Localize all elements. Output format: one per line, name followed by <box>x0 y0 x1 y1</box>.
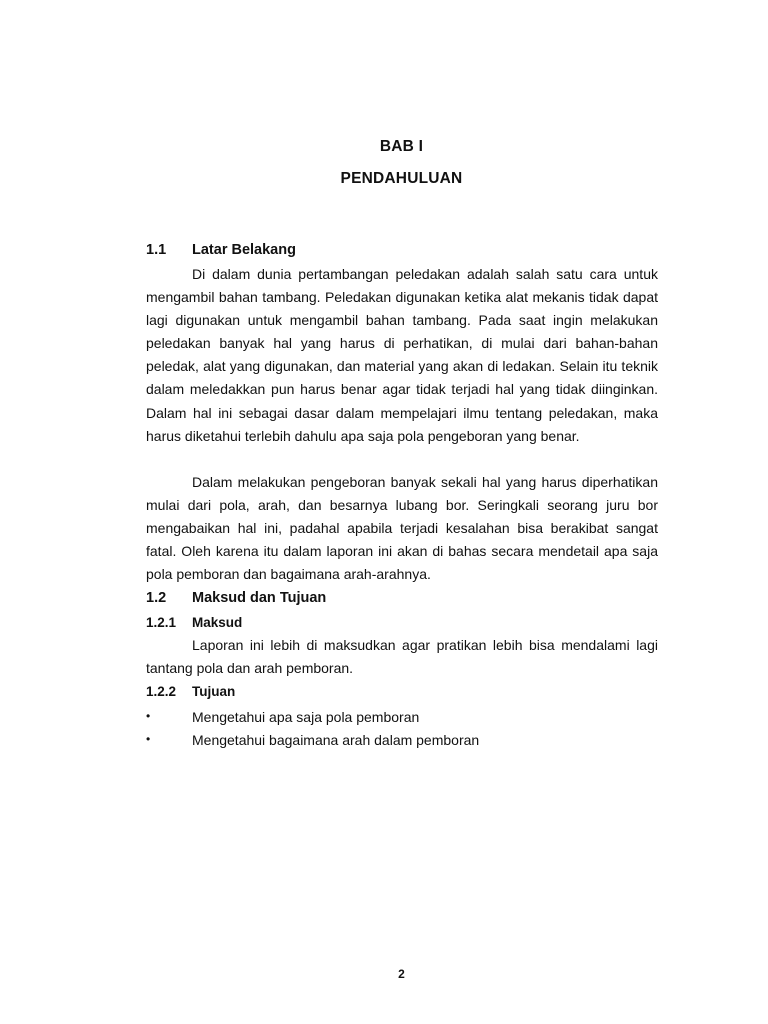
section-number: 1.1 <box>146 242 167 258</box>
section-number: 1.2 <box>146 590 167 606</box>
chapter-number: BAB I <box>379 138 424 155</box>
bullet-text: Mengetahui bagaimana arah dalam pemboran <box>192 732 480 748</box>
paragraph-latar-belakang-2: Dalam melakukan pengeboran banyak sekali hal yang harus diperhatikan mulai dari pola, arah, dan besarnya lubang bor. Seringkali seorang juru bor mengabaikan hal ini, padahal apabila terjadi kesalahan bisa berakibat sangat fatal. Oleh karena itu dalam laporan ini akan di bahas secara mendetail apa saja pola pemboran dan bagaimana arah-arahnya. <box>146 474 658 583</box>
page-number: 2 <box>398 967 405 981</box>
subsection-title: Tujuan <box>192 684 236 699</box>
subsection-number: 1.2.1 <box>146 615 177 630</box>
paragraph-maksud: Laporan ini lebih di maksudkan agar pratikan lebih bisa mendalami lagi tantang pola dan arah pemboran. <box>146 637 658 677</box>
paragraph-latar-belakang-1: Di dalam dunia pertambangan peledakan adalah salah satu cara untuk mengambil bahan tambang. Peledakan digunakan ketika alat mekanis tidak dapat lagi digunakan untuk mengambil bahan tambang. Pada saat ingin melakukan peledakan banyak hal yang harus di perhatikan, di mulai dari bahan-bahan peledak, alat yang digunakan, dan material yang akan di ledakan. Selain itu teknik dalam meledakkan pun harus benar agar tidak terjadi hal yang tidak diinginkan. Dalam hal ini sebagai dasar dalam mempelajari ilmu tentang peledakan, maka harus diketahui terlebih dahulu apa saja pola pengeboran yang benar. <box>146 266 658 444</box>
subsection-number: 1.2.2 <box>146 684 177 699</box>
bullet-icon: • <box>146 732 151 746</box>
bullet-icon: • <box>146 709 151 723</box>
bullet-text: Mengetahui apa saja pola pemboran <box>192 709 420 725</box>
section-title: Latar Belakang <box>192 242 296 258</box>
chapter-title: PENDAHULUAN <box>340 170 463 187</box>
section-title: Maksud dan Tujuan <box>192 590 327 606</box>
subsection-title: Maksud <box>192 615 243 630</box>
